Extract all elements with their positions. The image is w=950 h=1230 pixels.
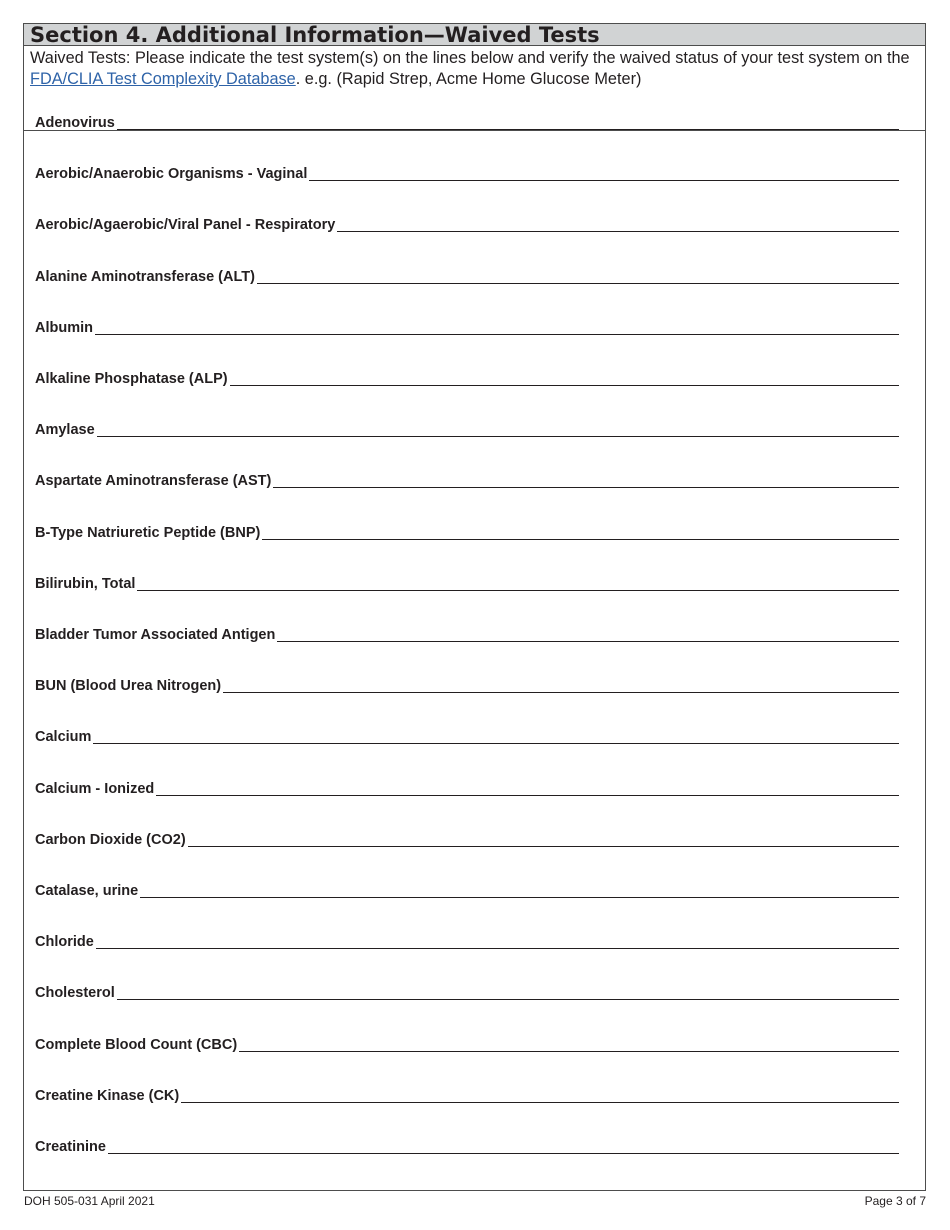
test-label: Complete Blood Count (CBC) — [35, 1036, 238, 1053]
test-label: Carbon Dioxide (CO2) — [35, 831, 186, 848]
instructions-example: . e.g. (Rapid Strep, Acme Home Glucose Meter) — [295, 70, 642, 88]
test-label: Alanine Aminotransferase (ALT) — [35, 268, 255, 285]
test-label: Aerobic/Agaerobic/Viral Panel - Respiratory — [35, 217, 336, 234]
test-row — [35, 982, 899, 1002]
test-system-entry-line[interactable] — [95, 320, 899, 335]
test-row — [35, 317, 899, 337]
test-label: Calcium — [35, 729, 92, 746]
section-title: Section 4. Additional Information—Waived Tests — [24, 24, 925, 46]
waived-tests-section — [23, 23, 926, 1191]
test-label: Chloride — [35, 934, 94, 951]
test-system-entry-line[interactable] — [188, 832, 899, 847]
test-label: Creatinine — [35, 1139, 106, 1155]
test-system-entry-line[interactable] — [117, 985, 899, 1000]
test-label: Bilirubin, Total — [35, 575, 136, 592]
test-label: Alkaline Phosphatase (ALP) — [35, 371, 228, 387]
test-label: Amylase — [35, 422, 95, 439]
test-row — [35, 419, 899, 439]
test-row — [35, 931, 899, 951]
test-system-entry-line[interactable] — [273, 473, 899, 488]
test-system-entry-line[interactable] — [93, 729, 899, 744]
test-row — [35, 470, 899, 490]
test-label: Catalase, urine — [35, 883, 139, 899]
test-row — [35, 214, 899, 234]
test-system-entry-line[interactable] — [223, 678, 899, 693]
test-system-entry-line[interactable] — [230, 371, 899, 386]
page-number: Page 3 of 7 — [864, 1194, 926, 1208]
test-row — [35, 880, 899, 900]
test-label: Calcium - Ionized — [35, 780, 155, 797]
test-label: Aerobic/Anaerobic Organisms - Vaginal — [35, 166, 308, 183]
test-row — [35, 368, 899, 388]
test-row — [35, 573, 899, 593]
instructions-text: Waived Tests: Please indicate the test system(s) on the lines below and verify the waived status of your test system on the — [30, 49, 910, 67]
test-system-entry-line[interactable] — [337, 217, 899, 232]
test-system-entry-line[interactable] — [309, 166, 899, 181]
test-row — [35, 112, 899, 132]
test-system-entry-line[interactable] — [239, 1037, 899, 1052]
test-label: Cholesterol — [35, 985, 115, 1002]
test-system-entry-line[interactable] — [117, 115, 899, 130]
test-row — [35, 624, 899, 644]
test-label: Albumin — [35, 319, 93, 336]
test-system-entry-line[interactable] — [97, 422, 899, 437]
test-row — [35, 675, 899, 695]
test-row — [35, 522, 899, 542]
test-label: Aspartate Aminotransferase (AST) — [35, 473, 272, 490]
test-system-entry-line[interactable] — [262, 525, 899, 540]
test-system-entry-line[interactable] — [137, 576, 899, 591]
form-id: DOH 505-031 April 2021 — [24, 1194, 155, 1208]
test-label: Creatine Kinase (CK) — [35, 1087, 180, 1104]
test-row — [35, 726, 899, 746]
test-label: BUN (Blood Urea Nitrogen) — [35, 678, 222, 695]
test-system-entry-line[interactable] — [156, 781, 899, 796]
test-row — [35, 1136, 899, 1156]
test-label: Adenovirus — [35, 115, 115, 131]
test-system-entry-line[interactable] — [108, 1139, 899, 1154]
test-system-entry-line[interactable] — [257, 269, 899, 284]
test-row — [35, 1034, 899, 1054]
test-system-entry-line[interactable] — [96, 934, 899, 949]
test-row — [35, 266, 899, 286]
test-system-entry-line[interactable] — [140, 883, 899, 898]
test-row — [35, 163, 899, 183]
test-label: Bladder Tumor Associated Antigen — [35, 627, 276, 643]
fda-clia-database-link[interactable]: FDA/CLIA Test Complexity Database — [30, 70, 296, 88]
test-system-entry-line[interactable] — [181, 1088, 899, 1103]
test-system-entry-line[interactable] — [277, 627, 899, 642]
test-row — [35, 778, 899, 798]
test-row — [35, 1085, 899, 1105]
test-row — [35, 829, 899, 849]
test-label: B-Type Natriuretic Peptide (BNP) — [35, 524, 261, 541]
